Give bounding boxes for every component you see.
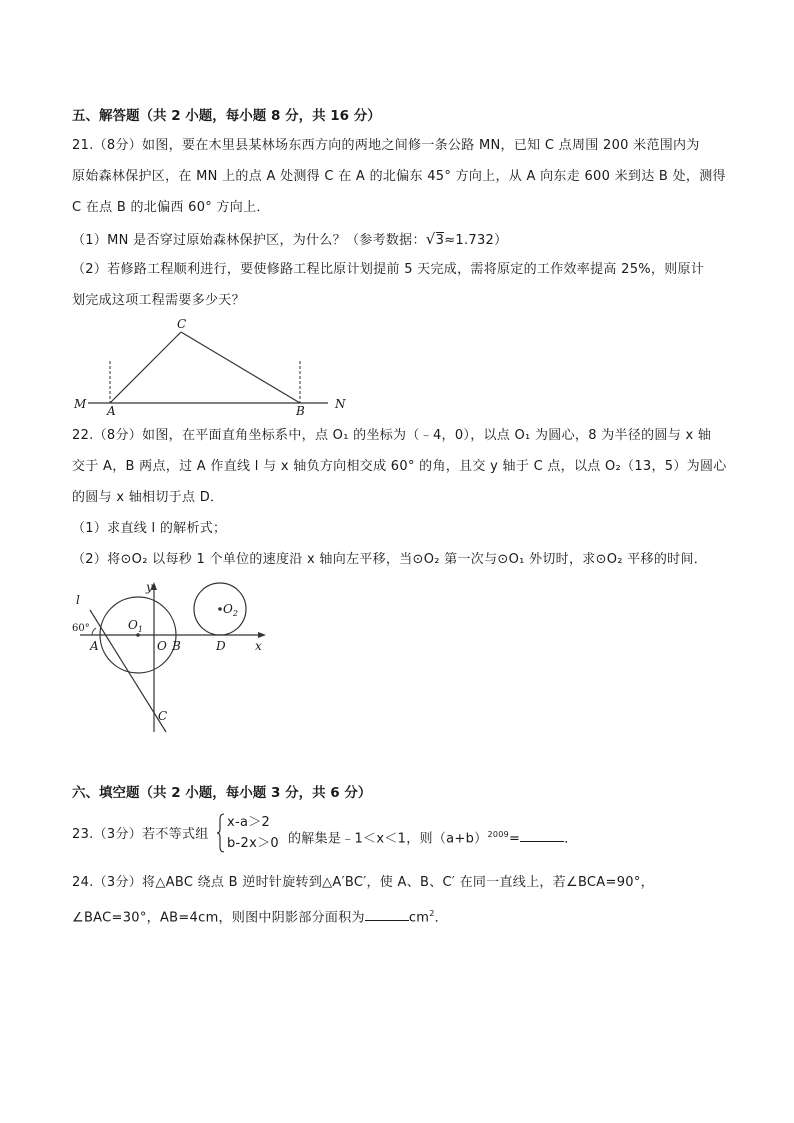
q23-prefix: 23.（3分）若不等式组 — [72, 827, 209, 842]
q24-line-1: 24.（3分）将△ABC 绕点 B 逆时针旋转到△A′BC′，使 A、B、C′ 在同一直线上，若∠BCA=90°， — [72, 875, 654, 890]
label-o: O — [157, 639, 167, 653]
q21-sub-1-approx: ≈1.732） — [444, 233, 508, 248]
q22-line-2: 交于 A，B 两点，过 A 作直线 l 与 x 轴负方向相交成 60° 的角，且交 y 轴于 C 点，以点 O₂（13，5）为圆心 — [72, 459, 727, 474]
x-axis-arrow — [258, 632, 266, 638]
center-o2-dot — [218, 607, 222, 611]
q22-sub-1: （1）求直线 l 的解析式； — [72, 521, 227, 536]
label-x: x — [255, 639, 262, 653]
q23-eq: = — [509, 831, 521, 847]
q21-line-3: C 在点 B 的北偏西 60° 方向上． — [72, 200, 270, 215]
q21-sub-2-line-1: （2）若修路工程顺利进行，要使修路工程比原计划提前 5 天完成，需将原定的工作效率提高 25%，则原计 — [72, 262, 705, 277]
label-o1-sub: 1 — [137, 625, 143, 634]
q24-end: ． — [434, 910, 448, 926]
label-l: l — [76, 593, 80, 607]
inequality-system — [216, 812, 286, 854]
line-bc — [181, 332, 300, 403]
label-o1-main: O — [128, 618, 138, 632]
q23-end: ． — [564, 831, 578, 847]
q23-rest — [288, 827, 578, 847]
label-y: y — [146, 580, 153, 594]
label-o2 — [223, 602, 238, 618]
label-o2-sub: 2 — [232, 609, 238, 618]
q21-line-1: 21.（8分）如图，要在木里县某林场东西方向的两地之间修一条公路 MN，已知 C 点周围 200 米范围内为 — [72, 138, 700, 153]
q21-sub-1 — [72, 231, 507, 249]
q21-line-2: 原始森林保护区，在 MN 上的点 A 处测得 C 在 A 的北偏东 45° 方向上，从 A 向东走 600 米到达 B 处，测得 — [72, 169, 726, 184]
label-a: A — [90, 639, 99, 653]
section-5-title: 五、解答题（共 2 小题，每小题 8 分，共 16 分） — [72, 108, 381, 124]
answer-blank-24[interactable] — [365, 908, 409, 921]
q24-unit-exp: 2 — [429, 909, 435, 918]
q21-figure — [66, 314, 356, 418]
q23-exponent: 2009 — [487, 830, 510, 839]
q21-sub-2-line-2: 划完成这项工程需要多少天？ — [72, 293, 245, 308]
answer-blank-23[interactable] — [520, 829, 564, 842]
q24-line-2-text: ∠BAC=30°，AB=4cm，则图中阴影部分面积为 — [72, 910, 365, 926]
inequality-2: b-2x＞0 — [227, 836, 279, 851]
line-ac — [110, 332, 181, 403]
label-o1 — [128, 618, 143, 634]
q22-line-3: 的圆与 x 轴相切于点 D． — [72, 490, 224, 505]
label-n: N — [335, 397, 346, 411]
label-a: A — [107, 404, 116, 418]
q24-line-2 — [72, 906, 448, 926]
label-o2-main: O — [223, 602, 233, 616]
q22-line-1: 22.（8分）如图，在平面直角坐标系中，点 O₁ 的坐标为（﹣4，0），以点 O₁ 为圆心，8 为半径的圆与 x 轴 — [72, 428, 712, 443]
brace-icon — [216, 812, 226, 854]
q22-figure — [66, 574, 276, 740]
q24-unit: cm — [408, 910, 430, 926]
q21-sub-1-text: （1）MN 是否穿过原始森林保护区，为什么？（参考数据： — [72, 233, 426, 248]
angle-arc — [92, 628, 96, 635]
sqrt-symbol: √ — [425, 230, 436, 248]
q22-sub-2: （2）将⊙O₂ 以每秒 1 个单位的速度沿 x 轴向左平移，当⊙O₂ 第一次与⊙O₁ 外切时，求⊙O₂ 平移的时间． — [72, 552, 708, 567]
sqrt-radicand: 3 — [435, 233, 445, 248]
section-6-title: 六、填空题（共 2 小题，每小题 3 分，共 6 分） — [72, 785, 372, 801]
label-m: M — [74, 397, 87, 411]
inequality-1: x-a＞2 — [227, 815, 271, 830]
label-d: D — [216, 639, 226, 653]
label-c: C — [158, 709, 168, 723]
label-b: B — [296, 404, 305, 418]
label-c: C — [177, 317, 187, 331]
label-b: B — [172, 639, 181, 653]
label-angle: 60° — [72, 623, 90, 634]
q23-mid: 的解集是﹣1＜x＜1，则（a+b） — [288, 831, 488, 847]
